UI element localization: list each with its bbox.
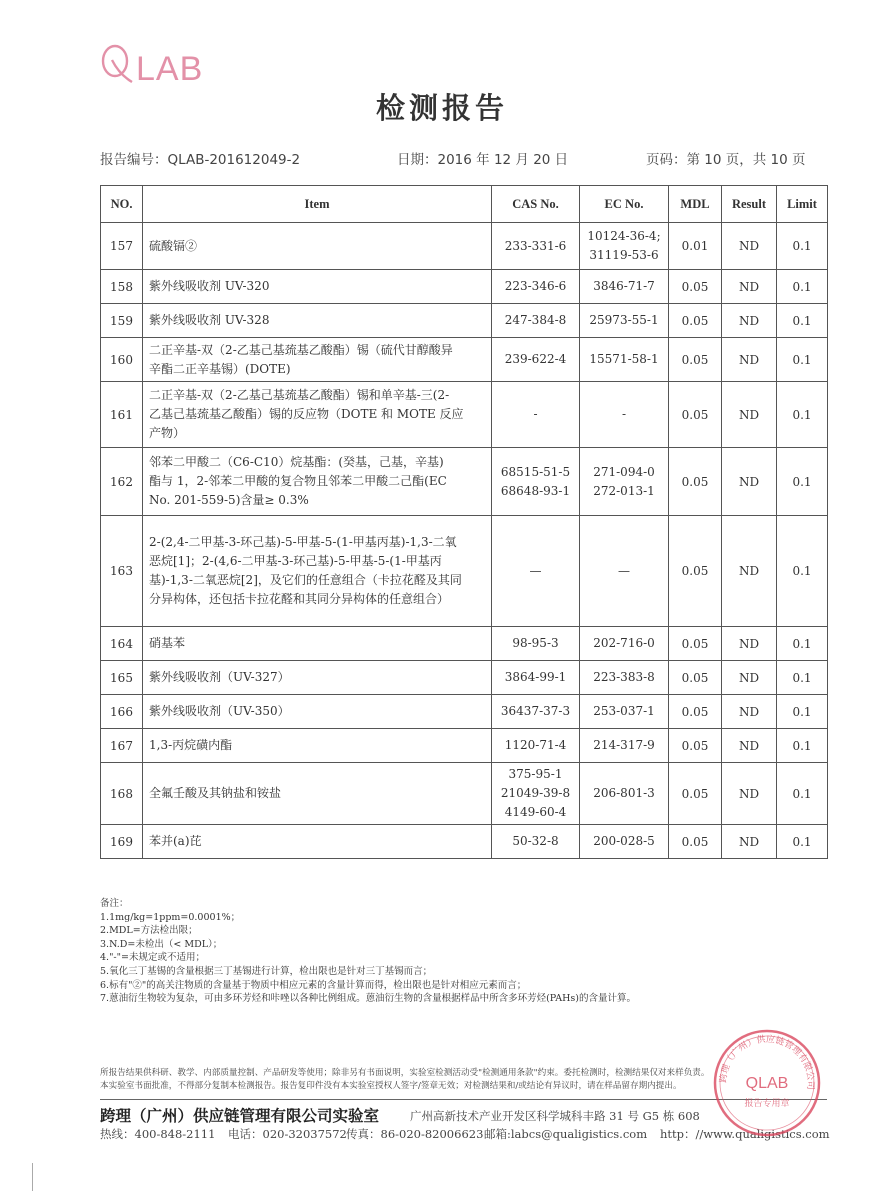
cell-cas-line: 21049-39-8 xyxy=(500,786,571,800)
cell-result: ND xyxy=(722,223,777,270)
phone: 电话：020-32037572 xyxy=(228,1127,347,1141)
cell-item-line: 紫外线吸收剂 UV-320 xyxy=(149,279,270,293)
cell-cas-line: 233-331-6 xyxy=(504,238,567,253)
cell-result: ND xyxy=(722,729,777,763)
cell-result: ND xyxy=(722,661,777,695)
cell-item xyxy=(143,695,492,729)
cell-no: 169 xyxy=(101,825,143,859)
cell-limit: 0.1 xyxy=(777,338,828,382)
note-line: 3.N.D=未检出（< MDL）； xyxy=(100,938,223,950)
cell-cas-line: 239-622-4 xyxy=(504,352,567,366)
cell-result: ND xyxy=(722,516,777,627)
cell-ec-line: 10124-36-4; xyxy=(587,229,661,243)
cell-cas-line: 375-95-1 xyxy=(508,767,563,781)
cell-mdl: 0.05 xyxy=(669,763,722,825)
cell-mdl: 0.05 xyxy=(669,516,722,627)
disclaimer-line: 所报告结果供科研、教学、内部质量控制、产品研发等使用；除非另有书面说明，实验室检测活动受"检测通用条款"约束。委托检测时，检测结果仅对来样负责。 xyxy=(100,1068,710,1078)
report-seal-stamp xyxy=(712,1028,822,1138)
cell-mdl: 0.05 xyxy=(669,338,722,382)
cell-ec-line: 271-094-0 xyxy=(593,464,655,479)
cell-item-line: No. 201-559-5)含量≥ 0.3% xyxy=(149,493,309,507)
report-title: 检测报告 xyxy=(375,91,508,125)
cell-item xyxy=(143,223,492,270)
cell-ec xyxy=(580,661,669,695)
cell-ec xyxy=(580,223,669,270)
table-row xyxy=(101,382,828,448)
note-line: 6.标有"②"的高关注物质的含量基于物质中相应元素的含量计算而得，检出限也是针对相应元素而言； xyxy=(100,979,527,991)
note-line: 7.蒽油衍生物较为复杂，可由多环芳烃和咔唑以各种比例组成。蒽油衍生物的含量根据样品中所含多环芳烃(PAHs)的含量计算。 xyxy=(100,993,637,1005)
cell-ec xyxy=(580,695,669,729)
cell-cas-line: 36437-37-3 xyxy=(500,704,571,718)
cell-item-line: 分异构体，还包括卡拉花醛和其同分异构体的任意组合） xyxy=(149,592,450,606)
cell-ec-line: 253-037-1 xyxy=(593,704,655,718)
logo-text: LAB xyxy=(136,50,204,88)
cell-item-line: 二正辛基-双（2-乙基己基巯基乙酸酯）锡和单辛基-三(2- xyxy=(149,388,450,402)
notes-section xyxy=(100,897,636,1006)
cell-result: ND xyxy=(722,270,777,304)
cell-ec xyxy=(580,729,669,763)
table-row xyxy=(101,661,828,695)
cell-item-line: 紫外线吸收剂（UV-350） xyxy=(149,704,290,718)
table-row xyxy=(101,729,828,763)
cell-ec xyxy=(580,448,669,516)
cell-mdl: 0.05 xyxy=(669,448,722,516)
fax: 传真：86-020-82006623 xyxy=(346,1127,484,1141)
cell-item-line: 紫外线吸收剂（UV-327） xyxy=(149,670,290,684)
cell-ec-line: 25973-55-1 xyxy=(589,313,659,327)
cell-cas xyxy=(492,695,580,729)
cell-no: 160 xyxy=(101,338,143,382)
col-header-no: NO. xyxy=(101,186,143,223)
cell-no: 165 xyxy=(101,661,143,695)
cell-mdl: 0.05 xyxy=(669,661,722,695)
cell-item xyxy=(143,627,492,661)
cell-mdl: 0.05 xyxy=(669,695,722,729)
cell-result: ND xyxy=(722,382,777,448)
email: 邮箱:labcs@qualigistics.com xyxy=(484,1127,648,1141)
q-logo-icon xyxy=(98,42,134,86)
cell-item-line: 全氟壬酸及其钠盐和铵盐 xyxy=(149,786,282,800)
cell-cas xyxy=(492,304,580,338)
cell-item-line: 紫外线吸收剂 UV-328 xyxy=(149,313,270,327)
note-line: 4."-"=未规定或不适用； xyxy=(100,952,205,964)
table-row xyxy=(101,338,828,382)
cell-cas-line: 223-346-6 xyxy=(504,279,567,293)
cell-item-line: 酯与 1，2-邻苯二甲酸的复合物且邻苯二甲酸二己酯(EC xyxy=(149,474,447,488)
table-row xyxy=(101,627,828,661)
col-header-limit: Limit xyxy=(777,186,828,223)
cell-ec-line: 3846-71-7 xyxy=(593,279,655,293)
cell-cas xyxy=(492,729,580,763)
cell-item xyxy=(143,825,492,859)
cell-ec xyxy=(580,270,669,304)
note-line: 2.MDL=方法检出限； xyxy=(100,925,198,937)
cell-no: 166 xyxy=(101,695,143,729)
cell-cas-line: 4149-60-4 xyxy=(504,805,567,819)
cell-no: 164 xyxy=(101,627,143,661)
cell-ec-line: 214-317-9 xyxy=(593,738,655,752)
cell-result: ND xyxy=(722,338,777,382)
table-row xyxy=(101,223,828,270)
table-row xyxy=(101,448,828,516)
col-header-cas: CAS No. xyxy=(492,186,580,223)
col-header-item: Item xyxy=(143,186,492,223)
cell-limit: 0.1 xyxy=(777,382,828,448)
cell-item xyxy=(143,270,492,304)
cell-cas-line: 50-32-8 xyxy=(512,834,559,848)
cell-no: 163 xyxy=(101,516,143,627)
cell-ec-line: 272-013-1 xyxy=(593,483,655,498)
cell-no: 159 xyxy=(101,304,143,338)
cell-cas xyxy=(492,382,580,448)
report-date: 日期：2016 年 12 月 20 日 xyxy=(397,152,569,168)
cell-ec xyxy=(580,763,669,825)
cell-limit: 0.1 xyxy=(777,516,828,627)
cell-item xyxy=(143,763,492,825)
cell-cas-line: — xyxy=(529,563,542,578)
table-header-row xyxy=(101,186,828,223)
cell-item-line: 产物） xyxy=(149,426,186,440)
cell-item-line: 恶烷[1]；2-(4,6-二甲基-3-环己基)-5-甲基-5-(1-甲基丙 xyxy=(149,554,442,568)
note-line: 5.氧化三丁基锡的含量根据三丁基锡进行计算，检出限也是针对三丁基锡而言； xyxy=(100,965,433,977)
scan-mark xyxy=(32,1163,33,1191)
cell-item xyxy=(143,729,492,763)
cell-no: 168 xyxy=(101,763,143,825)
cell-item xyxy=(143,516,492,627)
cell-result: ND xyxy=(722,448,777,516)
cell-no: 157 xyxy=(101,223,143,270)
cell-mdl: 0.05 xyxy=(669,627,722,661)
seal-bottom-text: 报告专用章 xyxy=(744,1099,790,1109)
cell-ec xyxy=(580,825,669,859)
cell-limit: 0.1 xyxy=(777,448,828,516)
cell-ec xyxy=(580,516,669,627)
cell-mdl: 0.05 xyxy=(669,304,722,338)
cell-cas-line: 68648-93-1 xyxy=(500,483,571,498)
cell-mdl: 0.05 xyxy=(669,729,722,763)
cell-ec-line: — xyxy=(618,563,630,578)
disclaimer xyxy=(100,1067,709,1092)
cell-cas xyxy=(492,763,580,825)
cell-mdl: 0.05 xyxy=(669,825,722,859)
cell-cas-line: 68515-51-5 xyxy=(500,464,571,479)
cell-item-line: 乙基己基巯基乙酸酯）锡的反应物（DOTE 和 MOTE 反应 xyxy=(149,407,464,421)
cell-cas-line: 247-384-8 xyxy=(504,313,567,327)
cell-ec-line: - xyxy=(621,407,627,421)
cell-result: ND xyxy=(722,304,777,338)
website: http：//www.qualigistics.com xyxy=(660,1127,830,1141)
cell-ec-line: 206-801-3 xyxy=(593,786,655,800)
cell-ec-line: 200-028-5 xyxy=(593,834,655,848)
cell-item-line: 辛酯二正辛基锡）(DOTE) xyxy=(149,361,291,376)
note-line: 1.1mg/kg=1ppm=0.0001%； xyxy=(100,911,241,923)
cell-result: ND xyxy=(722,825,777,859)
hotline: 热线：400-848-2111 xyxy=(100,1127,216,1141)
cell-ec xyxy=(580,338,669,382)
cell-item-line: 硝基苯 xyxy=(149,636,186,650)
cell-no: 161 xyxy=(101,382,143,448)
cell-ec xyxy=(580,382,669,448)
report-number: 报告编号：QLAB-201612049-2 xyxy=(100,152,301,168)
cell-limit: 0.1 xyxy=(777,695,828,729)
cell-cas xyxy=(492,516,580,627)
cell-item-line: 苯并(a)芘 xyxy=(149,834,202,848)
page-indicator: 页码：第 10 页，共 10 页 xyxy=(646,152,806,168)
cell-ec-line: 31119-53-6 xyxy=(589,248,659,262)
cell-mdl: 0.01 xyxy=(669,223,722,270)
cell-cas-line: 3864-99-1 xyxy=(504,670,567,684)
cell-result: ND xyxy=(722,627,777,661)
cell-result: ND xyxy=(722,695,777,729)
cell-item xyxy=(143,338,492,382)
table-row xyxy=(101,695,828,729)
cell-cas-line: - xyxy=(533,407,538,421)
cell-item xyxy=(143,448,492,516)
cell-item-line: 二正辛基-双（2-乙基己基巯基乙酸酯）锡（硫代甘醇酸异 xyxy=(149,342,453,357)
cell-cas xyxy=(492,448,580,516)
cell-result: ND xyxy=(722,763,777,825)
cell-mdl: 0.05 xyxy=(669,270,722,304)
cell-ec xyxy=(580,627,669,661)
cell-item xyxy=(143,661,492,695)
cell-cas-line: 98-95-3 xyxy=(512,636,559,650)
cell-item xyxy=(143,304,492,338)
cell-cas xyxy=(492,338,580,382)
cell-no: 162 xyxy=(101,448,143,516)
cell-item-line: 1,3-丙烷磺内酯 xyxy=(149,738,233,752)
cell-ec-line: 202-716-0 xyxy=(593,636,655,650)
company-name: 跨理（广州）供应链管理有限公司实验室 xyxy=(100,1107,380,1125)
table-row xyxy=(101,825,828,859)
table-row xyxy=(101,763,828,825)
col-header-mdl: MDL xyxy=(669,186,722,223)
cell-item-line: 硫酸镉② xyxy=(149,238,198,253)
cell-cas-line: 1120-71-4 xyxy=(504,738,567,752)
cell-limit: 0.1 xyxy=(777,223,828,270)
cell-limit: 0.1 xyxy=(777,270,828,304)
cell-ec xyxy=(580,304,669,338)
cell-limit: 0.1 xyxy=(777,304,828,338)
seal-center-text: QLAB xyxy=(745,1075,789,1092)
cell-ec-line: 15571-58-1 xyxy=(589,352,659,366)
note-line: 备注： xyxy=(100,898,129,909)
cell-limit: 0.1 xyxy=(777,729,828,763)
disclaimer-line: 本实验室书面批准，不得部分复制本检测报告。报告复印件没有本实验室授权人签字/签章无效；对检测结果和/或结论有异议时，请在样品留存期内提出。 xyxy=(100,1080,682,1091)
table-row xyxy=(101,304,828,338)
cell-cas xyxy=(492,627,580,661)
table-row xyxy=(101,516,828,627)
cell-no: 167 xyxy=(101,729,143,763)
cell-cas xyxy=(492,825,580,859)
cell-cas xyxy=(492,661,580,695)
col-header-ec: EC No. xyxy=(580,186,669,223)
cell-limit: 0.1 xyxy=(777,661,828,695)
company-address: 广州高新技术产业开发区科学城科丰路 31 号 G5 栋 608 xyxy=(410,1109,700,1123)
cell-cas xyxy=(492,223,580,270)
cell-item-line: 邻苯二甲酸二（C6-C10）烷基酯：(癸基，己基，辛基) xyxy=(149,455,444,469)
cell-ec-line: 223-383-8 xyxy=(593,670,655,684)
table-row xyxy=(101,270,828,304)
cell-item-line: 基)-1,3-二氧恶烷[2]，及它们的任意组合（卡拉花醛及其同 xyxy=(149,573,462,587)
cell-item xyxy=(143,382,492,448)
cell-limit: 0.1 xyxy=(777,825,828,859)
cell-limit: 0.1 xyxy=(777,627,828,661)
cell-item-line: 2-(2,4-二甲基-3-环己基)-5-甲基-5-(1-甲基丙基)-1,3-二氧 xyxy=(149,535,457,549)
cell-mdl: 0.05 xyxy=(669,382,722,448)
cell-cas xyxy=(492,270,580,304)
seal-ring-text: 跨理（广州）供应链管理有限公司 xyxy=(718,1034,816,1090)
cell-no: 158 xyxy=(101,270,143,304)
col-header-result: Result xyxy=(722,186,777,223)
cell-limit: 0.1 xyxy=(777,763,828,825)
results-table xyxy=(100,185,828,859)
